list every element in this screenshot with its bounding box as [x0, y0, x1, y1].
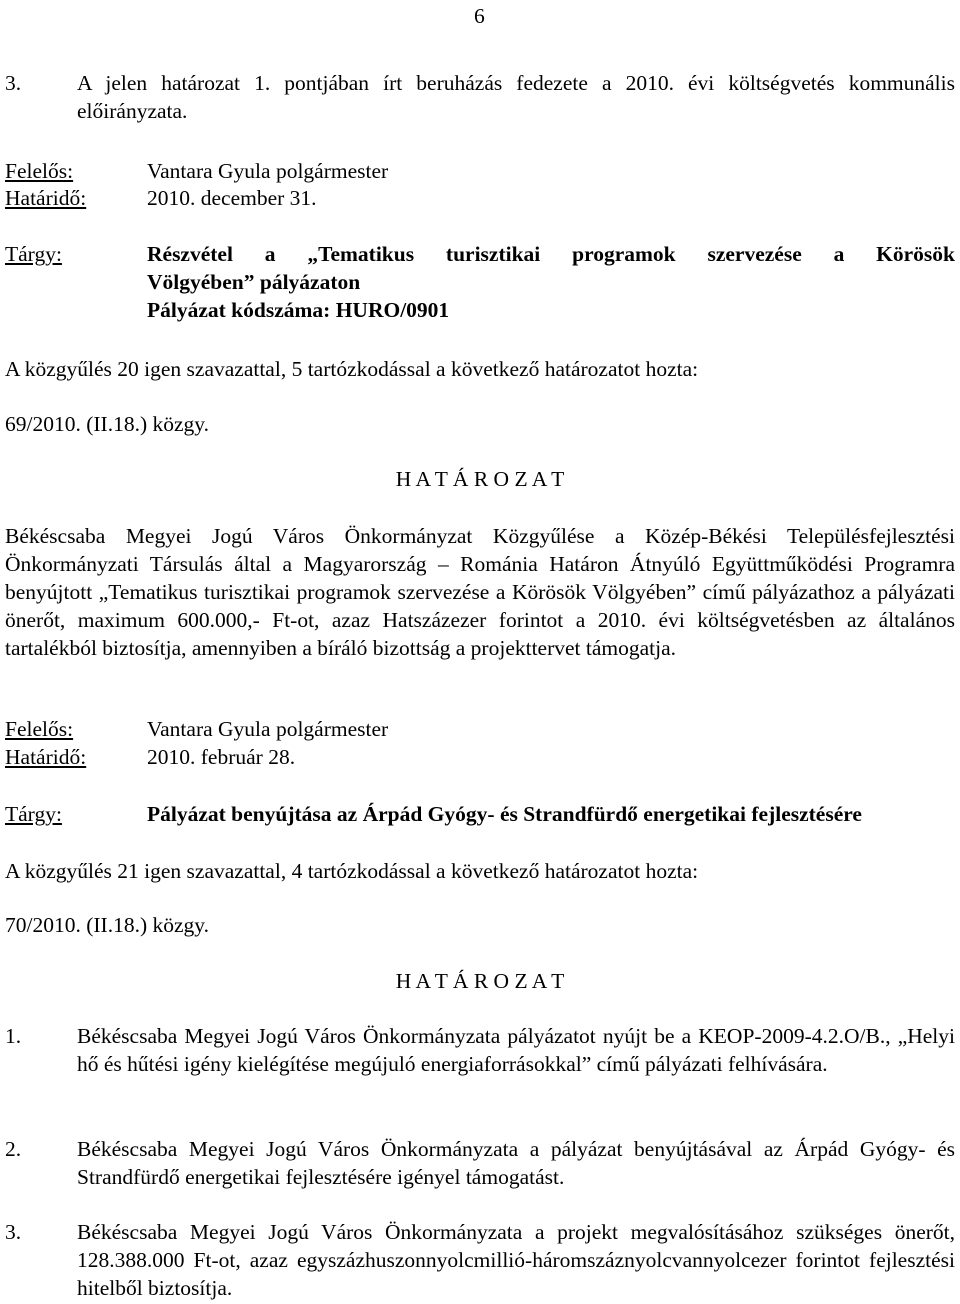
subject-label: Tárgy: [5, 802, 62, 826]
item-text: Békéscsaba Megyei Jogú Város Önkormányzata a projekt megvalósításához szükséges önerőt, 128.388.000 Ft-ot, azaz egyszázhuszonnyolcmillió-háromszáznyolcvannyolcezer forintot fejlesztési hitelből biztosítja. [77, 1220, 955, 1300]
subject-line: Völgyében” pályázaton [147, 270, 361, 294]
item-number: 3. [5, 71, 22, 95]
responsible-label: Felelős: [5, 159, 74, 183]
item-text: Békéscsaba Megyei Jogú Város Önkormányzata a pályázat benyújtásával az Árpád Gyógy- és Strandfürdő energetikai fejlesztésére igényel támogatást. [77, 1137, 955, 1189]
resolution-heading: H A T Á R O Z A T [395, 969, 565, 993]
item-number: 1. [5, 1024, 22, 1048]
resolution-heading: H A T Á R O Z A T [395, 467, 565, 491]
item-number: 2. [5, 1137, 22, 1161]
responsible-label: Felelős: [5, 717, 74, 741]
deadline-label: Határidő: [5, 186, 87, 210]
subject-text: Pályázat benyújtása az Árpád Gyógy- és Strandfürdő energetikai fejlesztésére [147, 802, 862, 826]
subject-section [5, 800, 955, 828]
subject-code: Pályázat kódszáma: HURO/0901 [147, 298, 450, 322]
subject-label: Tárgy: [5, 242, 62, 266]
deadline-value: 2010. február 28. [147, 745, 296, 769]
resolution-item [5, 1218, 955, 1302]
subject-section [5, 240, 955, 324]
deadline-label: Határidő: [5, 745, 87, 769]
subject-line: Részvétel a „Tematikus turisztikai programok szervezése a Körösök [147, 242, 955, 266]
page-number: 6 [474, 4, 485, 28]
decision-item-3 [5, 69, 955, 125]
responsible-value: Vantara Gyula polgármester [147, 717, 389, 741]
resolution-number: 70/2010. (II.18.) közgy. [5, 913, 210, 937]
vote-result: A közgyűlés 21 igen szavazattal, 4 tartózkodással a következő határozatot hozta: [5, 859, 699, 883]
vote-result: A közgyűlés 20 igen szavazattal, 5 tartózkodással a következő határozatot hozta: [5, 357, 699, 381]
deadline-value: 2010. december 31. [147, 186, 317, 210]
item-text: A jelen határozat 1. pontjában írt beruházás fedezete a 2010. évi költségvetés kommunális előirányzata. [77, 71, 955, 123]
resolution-item [5, 1022, 955, 1078]
item-text: Békéscsaba Megyei Jogú Város Önkormányzata pályázatot nyújt be a KEOP-2009-4.2.O/B., „Helyi hő és hűtési igény kielégítése megújuló energiaforrásokkal” című pályázati felhívására. [77, 1024, 955, 1076]
resolution-item [5, 1135, 955, 1191]
resolution-number: 69/2010. (II.18.) közgy. [5, 412, 210, 436]
item-number: 3. [5, 1220, 22, 1244]
responsible-value: Vantara Gyula polgármester [147, 159, 389, 183]
resolution-text: Békéscsaba Megyei Jogú Város Önkormányzat Közgyűlése a Közép-Békési Településfejlesztési Önkormányzati Társulás által a Magyarország – Románia Határon Átnyúló Együttműködési Programra benyújtott „Tematikus turisztikai programok szervezése a Körösök Völgyében” című pályázathoz a pályázati önerőt, maximum 600.000,- Ft-ot, azaz Hatszázezer forintot a 2010. évi költségvetésben az általános tartalékból biztosítja, amennyiben a bíráló bizottság a projekttervet támogatja. [5, 524, 955, 660]
